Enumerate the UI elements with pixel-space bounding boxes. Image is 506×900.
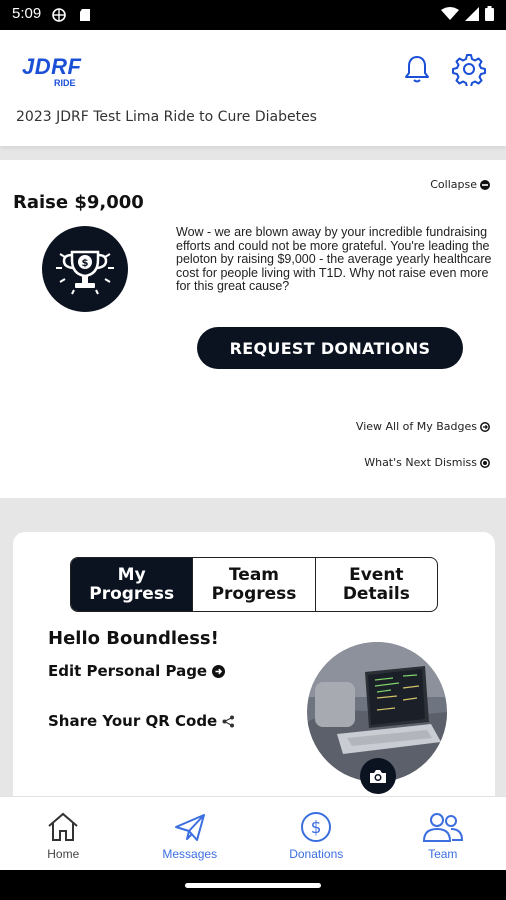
home-gesture-handle[interactable] <box>185 883 321 888</box>
trophy-icon <box>42 226 128 312</box>
dismiss-link[interactable] <box>364 456 490 469</box>
logo-subtext: RIDE <box>54 78 76 88</box>
view-all-badges-label: View All of My Badges <box>355 420 477 433</box>
trophy-badge <box>42 226 128 312</box>
team-icon <box>421 811 465 843</box>
app-header <box>0 30 506 146</box>
edit-personal-page-link[interactable] <box>48 662 225 680</box>
tab-event-details[interactable]: Event Details <box>315 558 437 611</box>
status-bar <box>0 0 506 30</box>
share-icon <box>222 715 235 728</box>
camera-icon <box>369 769 387 784</box>
badge-description: Wow - we are blown away by your incredible fundraising efforts and could not be more grateful. You're leading the peloton by raising $9,000 - the average yearly healthcare cost for people living with T1D. Why not raise even more for this great cause? <box>176 225 492 293</box>
battery-icon <box>485 6 494 21</box>
wifi-icon <box>441 7 459 21</box>
nav-messages[interactable] <box>127 797 254 871</box>
progress-tabs <box>70 557 438 612</box>
nav-team[interactable] <box>380 797 506 871</box>
status-time: 5:09 <box>12 5 42 22</box>
share-qr-label: Share Your QR Code <box>48 712 218 730</box>
nav-home[interactable] <box>0 797 127 871</box>
dollar-icon <box>299 811 333 843</box>
jdrf-ride-logo[interactable] <box>22 56 88 92</box>
svg-text:$: $ <box>310 818 322 838</box>
badge-card <box>0 160 506 498</box>
request-donations-button[interactable]: REQUEST DONATIONS <box>197 327 463 369</box>
dismiss-label: What's Next Dismiss <box>364 456 477 469</box>
status-left-icons <box>52 8 96 22</box>
arrow-right-circle-icon <box>212 665 225 678</box>
status-right-icons <box>441 6 494 21</box>
nav-messages-label: Messages <box>162 847 218 861</box>
progress-card <box>13 532 495 822</box>
nav-donations-label: Donations <box>289 847 344 861</box>
collapse-button[interactable] <box>430 178 490 191</box>
edit-personal-page-label: Edit Personal Page <box>48 662 208 680</box>
dot-circle-icon <box>480 458 490 468</box>
event-title: 2023 JDRF Test Lima Ride to Cure Diabetes <box>16 109 317 125</box>
home-icon <box>46 811 80 843</box>
nav-donations[interactable] <box>253 797 380 871</box>
greeting: Hello Boundless! <box>48 628 219 649</box>
bell-icon[interactable] <box>400 52 434 86</box>
collapse-label: Collapse <box>430 178 477 191</box>
logo-text: JDRF <box>22 54 82 79</box>
system-nav-bar <box>0 870 506 900</box>
signal-icon <box>465 7 479 21</box>
gear-icon[interactable] <box>452 52 486 86</box>
tab-team-progress[interactable]: Team Progress <box>192 558 314 611</box>
camera-button[interactable] <box>360 758 396 794</box>
nav-team-label: Team <box>428 847 458 861</box>
arrow-right-circle-icon <box>480 422 490 432</box>
nav-home-label: Home <box>47 847 80 861</box>
share-qr-link[interactable] <box>48 712 235 730</box>
svg-text:$: $ <box>81 258 89 269</box>
bottom-nav <box>0 796 506 871</box>
view-all-badges-link[interactable] <box>356 420 490 433</box>
badge-title: Raise $9,000 <box>13 192 144 213</box>
minus-circle-icon <box>480 180 490 190</box>
paper-plane-icon <box>173 811 207 843</box>
tab-my-progress[interactable]: My Progress <box>71 558 192 611</box>
